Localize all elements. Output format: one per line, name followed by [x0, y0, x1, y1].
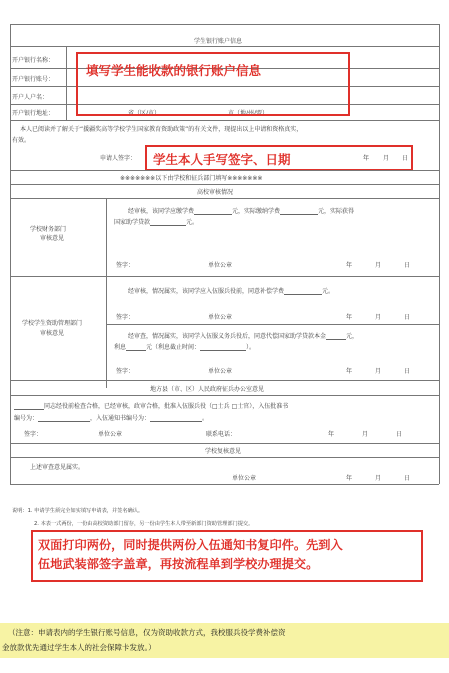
print-annotation-line-2: 伍地武装部签字盖章，再按流程单到学校办理提交。	[38, 557, 319, 571]
bank-info-annotation-text: 填写学生能收款的银行账户信息	[86, 63, 262, 78]
aid-loan-yuan: 元，	[346, 333, 359, 340]
county-line-1	[14, 403, 288, 410]
aid-interest-end: ）。	[246, 344, 256, 351]
finance-day: 日	[404, 262, 411, 269]
aid-sign-label-2: 签字：	[116, 368, 135, 375]
county-cert-label: 编号为：	[14, 415, 39, 422]
finance-yuan: 元。	[186, 219, 199, 226]
print-annotation-line-1: 双面打印两份，同时提供两份入伍通知书复印件。先到入	[38, 538, 343, 552]
month-label: 月	[383, 155, 390, 162]
county-year: 年	[328, 431, 335, 438]
school-review-seal: 单位公章	[232, 475, 257, 482]
aid-line-2	[128, 333, 358, 340]
footnote-1: 说明：1. 申请学生须完全如实填写申请表，并签名确认。	[12, 508, 144, 514]
finance-month: 月	[375, 262, 382, 269]
aid-tuition-text: 经审核，情况属实，该同学应入伍服兵役前，同意补偿学费	[128, 288, 285, 295]
school-review-title: 学校复核意见	[205, 448, 242, 455]
aid-seal-label-1: 单位公章	[208, 314, 233, 321]
school-section-title: 高校审核情况	[197, 189, 234, 196]
account-holder-label: 开户人户名：	[12, 94, 49, 101]
aid-dept-sub: 审核意见	[40, 330, 65, 337]
finance-dept-label: 学校财务部门	[30, 226, 67, 233]
aid-line-1	[128, 288, 334, 295]
school-review-year: 年	[346, 475, 353, 482]
table-title: 学生银行账户信息	[194, 38, 243, 45]
aid-month-2: 月	[375, 368, 382, 375]
finance-line-2	[114, 219, 198, 226]
bottom-note-box	[0, 623, 449, 658]
county-month: 月	[362, 431, 369, 438]
day-label: 日	[402, 155, 409, 162]
bank-info-annotation	[76, 52, 350, 116]
county-contact-label: 联系电话：	[206, 431, 237, 438]
aid-sign-label-1: 签字：	[116, 314, 135, 321]
aid-interest-text: 利息	[114, 344, 127, 351]
aid-day-2: 日	[404, 368, 411, 375]
school-review-day: 日	[404, 475, 411, 482]
aid-year-1: 年	[346, 314, 353, 321]
aid-year-2: 年	[346, 368, 353, 375]
sign-annotation-text: 学生本人手写签字、日期	[153, 152, 291, 167]
school-review-text: 上述审查意见属实。	[30, 464, 85, 471]
province-label: 省（区/市）	[128, 110, 161, 117]
finance-sign-label: 签字：	[116, 262, 135, 269]
finance-dept-sub: 审核意见	[40, 235, 65, 242]
county-sign-label: 签字：	[24, 431, 43, 438]
county-seal-label: 单位公章	[98, 431, 123, 438]
footnote-2: 2. 本表一式两份，一份由高校资助部门留存，另一份由学生本人带至新部门资助管理部门提交。	[34, 521, 254, 527]
account-number-label: 开户银行账号：	[12, 76, 55, 83]
finance-loan-label: 元，实际获得	[318, 208, 355, 215]
bank-address-label: 开户银行地址：	[12, 110, 55, 117]
finance-paid-label: 元，实际缴纳学费	[232, 208, 281, 215]
commitment-text: 本人已阅读并了解关于“援疆奖高等学校学生国家教育资助政策”的有关文件，现提出以上申请和资格真实，	[20, 126, 303, 133]
finance-line-1	[128, 208, 354, 215]
aid-month-1: 月	[375, 314, 382, 321]
aid-line-3	[114, 344, 255, 351]
county-approval-text: 同志经役前检查合格，已经审核，政审合格，批准入伍服兵役（□士兵 □士官），入伍批准书	[44, 403, 289, 410]
school-review-month: 月	[375, 475, 382, 482]
aid-dept-label: 学校学生资助管理部门	[22, 320, 83, 327]
county-end: 。	[202, 415, 209, 422]
print-annotation	[31, 530, 423, 582]
county-day: 日	[396, 431, 403, 438]
year-label: 年	[363, 155, 370, 162]
bottom-note-line-2: 金放款优先通过学生本人的社会保障卡发放。）	[2, 643, 156, 652]
aid-loan-text: 经审查，情况属实，该同学入伍服义务兵役后，同意代偿国家助学贷款本金	[128, 333, 327, 340]
aid-seal-label-2: 单位公章	[208, 368, 233, 375]
application-form	[10, 24, 439, 620]
aid-interest-date: 元（利息截止时间：	[146, 344, 201, 351]
account-name-label: 开户银行名称：	[12, 57, 55, 64]
county-section-title: 地方县（市、区）人民政府征兵办公室意见	[150, 386, 265, 393]
finance-year: 年	[346, 262, 353, 269]
finance-fee-label: 经审核，该同学应缴学费	[128, 208, 195, 215]
bottom-note-line-1: （注意：申请表内的学生银行账号信息，仅为资助收款方式，我校服兵役学费补偿资	[8, 628, 286, 637]
finance-seal-label: 单位公章	[208, 262, 233, 269]
applicant-sign-label: 申请人签字：	[100, 155, 137, 162]
sign-annotation	[145, 145, 413, 171]
city-label: 市（地/州/盟）	[228, 110, 269, 117]
aid-day-1: 日	[404, 314, 411, 321]
commitment-text-cont: 有效。	[12, 137, 31, 144]
aid-tuition-yuan: 元。	[322, 288, 335, 295]
county-notice-label: ，入伍通知书编号为：	[90, 415, 151, 422]
county-line-2	[14, 415, 208, 422]
fill-instruction: ※※※※※※※以下由学校和征兵部门填写※※※※※※※	[120, 175, 263, 182]
finance-loan-text: 国家助学贷款	[114, 219, 151, 226]
